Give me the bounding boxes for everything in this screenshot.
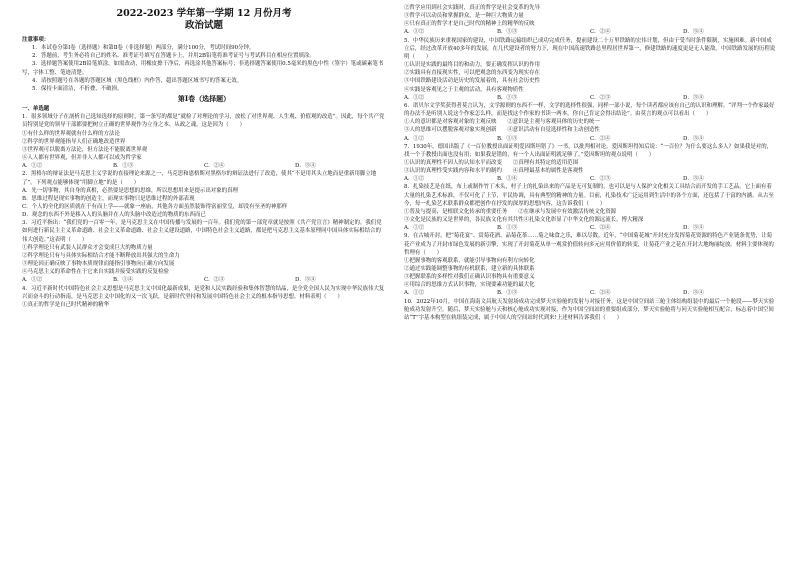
question-line: ③中国铁路建设活动是历史的发展着的，具有社会历史性: [404, 78, 540, 85]
question-line: ④人人都有世界观，但并非人人都可以成为哲学家: [22, 155, 142, 162]
question-line: ④用综合的思维方式认识事物，实现要素功能的最大化: [404, 282, 535, 289]
answer-option: D．③④: [683, 29, 704, 36]
answer-option: B．①③: [497, 290, 518, 297]
question-line: ③哲学可以动员和掌握群众，是一种巨大物质力量: [404, 13, 524, 20]
question-line: 8．扎染技艺是在纸，布上或制作竹丁木头，村子上的扎染出来的产品是无可复制的，也可以是与人保护文化相关工具结合而开发的手工艺品，它上面有着大量的扎染艺术标准，不仅可化了上节，平民协调，具有典型的精神的力量。目前，扎染技术广泛运用到生活中的各个方面，还包括了于富的内涵。从古至今，每一扎染艺术联系群众都把创作在抒发的深厚的思想内容，这告诉我们（ ）: [404, 184, 774, 207]
answer-option: A．①②: [22, 163, 43, 170]
right-questions: [404, 4, 776, 322]
answer-option: A．①②: [404, 225, 425, 232]
exam-title: 2022-2023 学年第一学期 12 月份月考: [116, 8, 292, 19]
answer-option: C．②④: [590, 135, 611, 142]
question-line: ③世界观可以脱离方法论，但方法论不能脱离世界观: [22, 146, 148, 153]
question-line: ④只有真正的哲学才是自己时代的精神上的精华的反映: [404, 21, 535, 28]
answer-option: B．①③: [497, 29, 518, 36]
answer-options: [22, 276, 386, 284]
question-line: ④实践是客观见之于主观的活动，具有客观物质性: [404, 86, 524, 93]
answer-option: D．③④: [683, 290, 704, 297]
question-line: 1．很多领域分子在剖析自己选知选择的原则时，第一条写的都是“就检了对理论的学习，放松了对世界观、人生观、价值观的改造”。因此，每个共产党员特别是党的领导干部都要把树立正确的世界观作为立身之本、从政之魂。这是因为（ ）: [22, 114, 385, 129]
part1-heading: 第Ⅰ卷（选择题）: [177, 94, 231, 104]
notes-heading: 注意事项：: [22, 37, 50, 43]
answer-option: C．②③: [204, 277, 225, 284]
answer-option: D．③④: [683, 225, 704, 232]
answer-option: C．②④: [204, 163, 225, 170]
question-line: ②哲学应用到社会实践时，真正的哲学是社会变革的先导: [404, 5, 540, 11]
question-line: ②科学理论只有与具体实际相结合才能不断释放出其强大的生命力: [22, 252, 180, 259]
question-line: 9．在古城开封，把“菊花宴”、赏菊花酒、品菊花茶……菊之味食之乐，难以尽数。近年，“中国菊花城”开封充分发挥菊花资源的特色产业链条优势，让菊花产业成为了开封市绿色发展的新引擎，实现了开封菊花从单一观赏价值转向多元应用价值的转变，让菊花产业之花在开封大地绚丽绽放。材料主要体现的哲理有（ ）: [404, 233, 774, 256]
question-line: ②通过实践能调整事物的有机联系，建立新的具体联系: [404, 266, 535, 272]
answer-option: A．①②: [22, 277, 43, 284]
question-line: ①普及与提高，是植联文化传承的重要任务 ②在继承与发展中有效激活传统文化资源: [404, 208, 617, 215]
section-heading: 一、单选题: [22, 106, 50, 113]
question-line: ①认识是实践的最终目的和动力，要正确发挥认识的作用: [404, 62, 540, 69]
question-line: ③认识的真理性受实践内容和水平的制约 ④真理最基本的属性是客观性: [404, 168, 584, 175]
question-line: B．思维过程是现实事物的创造主，而现实事物只是思维过程的外部表现: [22, 195, 195, 202]
answer-options: [404, 135, 776, 143]
question-line: 3．习近平指出：“我们党的一百零一年，是马克思主义在中国传播与发展的一百年。我们党的第一部党章就是按照《共产党宣言》精神制定的。我们党如何进行新民主主义革命道路、社会主义革命道路、社会主义建设道路，中国特色社会主义道路，都是把马克思主义基本原理同中国具体实际相结合的伟大创造。”这表明（ ）: [22, 220, 382, 243]
answer-options: [404, 94, 776, 102]
question-line: 4．习近平新时代中国特色社会主义思想是马克思主义中国化最新成果，是党和人民实践经验和集体智慧的结晶，是全党全国人民为实现中华民族伟大复兴而奋斗的行动指南，是马克思主义中国化的又一次飞跃，是新时代坚持和发展中国特色社会主义的根本指导思想。材料表明（ ）: [22, 285, 385, 300]
note-item: 3．选择题答案使用2B铅笔填涂，如需改动，用橡皮擦干净后，再选涂其他答案标号；非选择题答案使用0.5毫米的黑色中性（签字）笔或碳素笔书写，字体工整、笔迹清楚。: [22, 61, 384, 76]
question-line: ③理论因正确反映了事物本质规律而能指引事物向正确方向发展: [22, 261, 175, 268]
left-column: [22, 0, 386, 565]
notes-list: [22, 44, 386, 93]
question-line: 10．2022年10月，中国在海南文昌航天发射场成功完成梦天实验舱的发射与对接任务，这是中国空间站三舱主体结构组装中的最后一个舱段——梦天实验舱成功发射升空。随后，梦天实验舱与天和核心舱成功实现对接，作为中国空间站的重要组成部分，梦天实验舱将与问天实验舱相互配合，标志着中国空间站“T”字基本构型在轨组装完成，属于中国人的空间站时代到来!上述材料告诉我们（ ）: [404, 298, 775, 321]
answer-option: B．①③: [497, 135, 518, 142]
answer-option: A．①②: [404, 29, 425, 36]
answer-option: A．①②: [404, 94, 425, 101]
answer-option: D．③④: [683, 135, 704, 142]
question-line: ③文化是民族的又是世界的，各民族文化有其共性④扎染文化彰显了中华文化的源远流长，博大精深: [404, 217, 644, 224]
question-line: ①认识的真理性不因人的认知水平而改变 ②真理有其特定的适用范围: [404, 159, 579, 166]
question-line: 5．中华民族历来重视国家的建设，中国铁路运输组织已成功完成任务，提前建设二十万里铁路的宏伟计划，但由于受当时条件限制，实施困难。新中国成立后，经过改革开放40多年的发展，在几代建设者的努力下，现在中国高速铁路总里程居世界第一，修建铁路的速度更是无人能敌。中国铁路发展的历程说明（ ）: [404, 37, 776, 60]
answer-option: B．①④: [113, 277, 134, 284]
answer-options: [404, 175, 776, 183]
question-line: A．先一切事物，其自身的真相，必然要是思想的思维，所以思想用来是提示出对象的真理: [22, 187, 238, 194]
answer-option: B．①④: [497, 176, 518, 183]
question-line: ①人的意识都是对客观对象的主观反映 ②意识是主观与客观具体的历史的统一: [404, 119, 600, 126]
question-line: 7．1930年，德国出版了《一百位教授出面证明爱因斯坦错了》一书，以批判相对论。爱因斯坦得知后说：“一百位？为什么要这么多人？如果我是对的，找一个于教授出面也没有用；如果我是错的，有一个人出面证明就足够了。”爱因斯坦的观点说明（ ）: [404, 143, 773, 158]
answer-option: D．③④: [295, 277, 316, 284]
question-line: D．观念的东西不外是移入人的头脑并在人的头脑中改造过的物质的东西而已: [22, 212, 206, 219]
answer-option: D．③④: [683, 176, 704, 183]
question-line: ②科学的世界观能指导人们正确地改造世界: [22, 138, 126, 145]
question-line: ③人的思维可以摆脱客观对象实现创新 ④意识活动有自觉选择性和主动创造性: [404, 127, 600, 134]
answer-options: [404, 28, 776, 36]
answer-option: A．①②: [404, 290, 425, 297]
answer-options: [22, 162, 386, 170]
right-column: [404, 0, 776, 565]
answer-option: D．③④: [683, 94, 704, 101]
exam-subject: 政治试题: [184, 20, 223, 31]
answer-option: C．②③: [590, 94, 611, 101]
question-line: ①科学理论只有武装人民群众才会变成巨大的物质力量: [22, 244, 153, 251]
question-line: ③把握联系的多样性对我们正确认识事物具有重要意义: [404, 274, 535, 281]
answer-option: C．②④: [590, 290, 611, 297]
question-line: 6．诺贝尔文学奖获得者莫言认为，文学源则的东西不一样，文学的选择性很强，同样一部小说，每个读者都应该有自己的认识和理解。“评判一个作家最好的办法不是听别人说这个作家怎么样，而是找这个作家的书读一两本，你自己肯定会得出结论”。由莫言的观点可以看出（ ）: [404, 102, 775, 118]
question-line: C．个人的全化的区质就在于有而上学——就象一座庙，其他各方面虽然装饰得富丽堂皇，却没有至圣的神那样: [22, 203, 288, 210]
question-line: ①有什么样的世界观就有什么样的方法论: [22, 130, 120, 137]
answer-options: [404, 224, 776, 232]
answer-option: D．③④: [295, 163, 316, 170]
answer-option: C．②④: [590, 29, 611, 36]
question-line: ②实践具有直接现实性，可以把观念的东西变为现实存在: [404, 70, 540, 77]
answer-option: B．①③: [113, 163, 134, 170]
answer-option: C．②③: [590, 176, 611, 183]
answer-option: A．①②: [404, 135, 425, 142]
note-item: 5．保持卡面清洁，不折叠，不破损。: [32, 85, 123, 92]
question-line: 2．黑格尔的辩证法是马克思主义学说的直接理论来源之一，马克思和恩格斯对黑格尔的辩证法进行了改造，使其“不是用其头立地而是重新用脚立地了”。下列观点能够体现“用脚立地”的是（ ）: [22, 171, 377, 186]
answer-option: B．①③: [497, 225, 518, 232]
note-item: 1．本试卷分第Ⅰ卷（选择题）和第Ⅱ卷（非选择题）两部分，满分100分，考试时间90分钟。: [32, 45, 255, 52]
answer-options: [404, 289, 776, 297]
question-line: ④马克思主义的革命性在于它来自实践并接受实践的反复检验: [22, 269, 169, 276]
answer-option: A．①②: [404, 176, 425, 183]
answer-option: C．②④: [590, 225, 611, 232]
note-item: 4．请按照题号在各题的答题区域（黑色线框）内作答，超出答题区域书写的答案无效。: [32, 77, 243, 84]
question-line: ①把握事物的客观联系，就能引导事物向有利方向转化: [404, 257, 535, 264]
left-questions: [22, 113, 386, 309]
note-item: 2．答题前，考生务必将自己的姓名、准考证号填写在答题卡上，并用2B铅笔将准考证号与考试科目在相应位置填涂。: [32, 53, 315, 60]
question-line: ①真正的哲学是自己时代精神的精华: [22, 301, 110, 308]
answer-option: B．①③: [497, 94, 518, 101]
